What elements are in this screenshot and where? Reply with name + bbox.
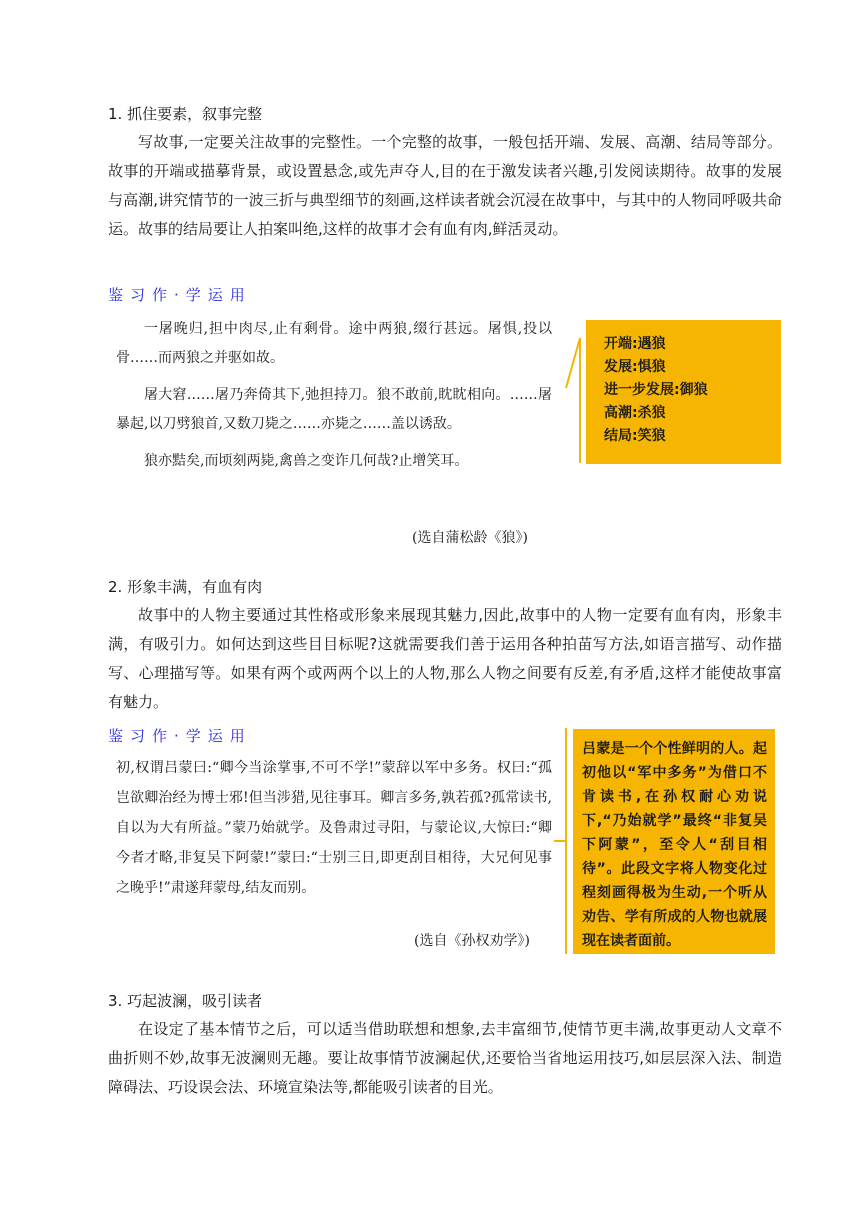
example-1-connector	[560, 318, 586, 468]
example-1-paragraph: 屠大窘……屠乃奔倚其下,弛担持刀。狼不敢前,眈眈相向。……屠暴起,以刀劈狼首,又数刀毙之……亦毙之……盖以诱敌。	[116, 387, 552, 432]
example-2-paragraph: 初,权谓吕蒙曰:“卿今当涂掌事,不可不学!”蒙辞以军中多务。权曰:“孤岂欲卿治经为博士邪!但当涉猎,见往事耳。卿言多务,孰若孤?孤常读书,自以为大有所益。”蒙乃始就学。及鲁肃过寻阳，与蒙论议,大惊曰:“卿今者才略,非复吴下阿蒙!”蒙曰:“士别三日,即更刮目相待，大兄何见事之晚乎!”肃遂拜蒙母,结友而别。	[116, 760, 552, 896]
example-2-source: (选自《孙权劝学》)	[414, 933, 530, 949]
example-1-source: (选自蒲松龄《狼》)	[412, 530, 528, 546]
example-1-excerpt	[116, 315, 552, 476]
section-3-heading: 3. 巧起波澜，吸引读者	[108, 992, 263, 1010]
section-1-heading: 1. 抓住要素，叙事完整	[108, 105, 263, 123]
example-1-note-box	[586, 320, 781, 464]
example-2-connector	[552, 726, 572, 956]
example-2-note-box: 吕蒙是一个个性鲜明的人。起初他以“军中多务”为借口不肯读书,在孙权耐心劝说下,“乃始就学”最终“非复吴下阿蒙”，至令人“刮目相待”。此段文字将人物变化过程刻画得极为生动,一个听从劝告、学有所成的人物也就展现在读者面前。	[573, 729, 775, 954]
example-1-paragraph: 一屠晚归,担中肉尽,止有剩骨。途中两狼,缀行甚远。屠惧,投以骨……而两狼之并驱如故。	[116, 321, 552, 366]
example-2-excerpt	[116, 753, 552, 903]
note-item-opening: 开端:遇狼	[604, 336, 666, 352]
note-item-further-development: 进一步发展:御狼	[604, 382, 708, 398]
example-1-label: 鉴习作·学运用	[108, 286, 252, 304]
note-item-development: 发展:惧狼	[604, 359, 666, 375]
section-1-paragraph: 写故事,一定要关注故事的完整性。一个完整的故事，一般包括开端、发展、高潮、结局等部分。故事的开端或描摹背景，或设置悬念,或先声夺人,目的在于激发读者兴趣,引发阅读期待。故事的发展与高潮,讲究情节的一波三折与典型细节的刻画,这样读者就会沉浸在故事中，与其中的人物同呼吸共命运。故事的结局要让人拍案叫绝,这样的故事才会有血有肉,鲜活灵动。	[108, 133, 782, 238]
section-2-paragraph: 故事中的人物主要通过其性格或形象来展现其魅力,因此,故事中的人物一定要有血有肉，形象丰满，有吸引力。如何达到这些目目标呢?这就需要我们善于运用各种拍苗写方法,如语言描写、动作描写、心理描写等。如果有两个或两两个以上的人物,那么人物之间要有反差,有矛盾,这样才能使故事富有魅力。	[108, 606, 782, 711]
section-3-paragraph: 在设定了基本情节之后，可以适当借助联想和想象,去丰富细节,使情节更丰满,故事更动人文章不曲折则不妙,故事无波澜则无趣。要让故事情节波澜起伏,还要恰当省地运用技巧,如层层深入法、制造障碍法、巧设误会法、环境宣染法等,都能吸引读者的目光。	[108, 1020, 782, 1096]
example-1-paragraph: 狼亦黠矣,而顷刻两毙,禽兽之变诈几何哉?止增笑耳。	[144, 453, 469, 469]
section-2-heading: 2. 形象丰满，有血有肉	[108, 578, 263, 596]
note-item-ending: 结局:笑狼	[604, 428, 666, 444]
example-2-label: 鉴习作·学运用	[108, 727, 252, 745]
note-item-climax: 高潮:杀狼	[604, 405, 666, 421]
